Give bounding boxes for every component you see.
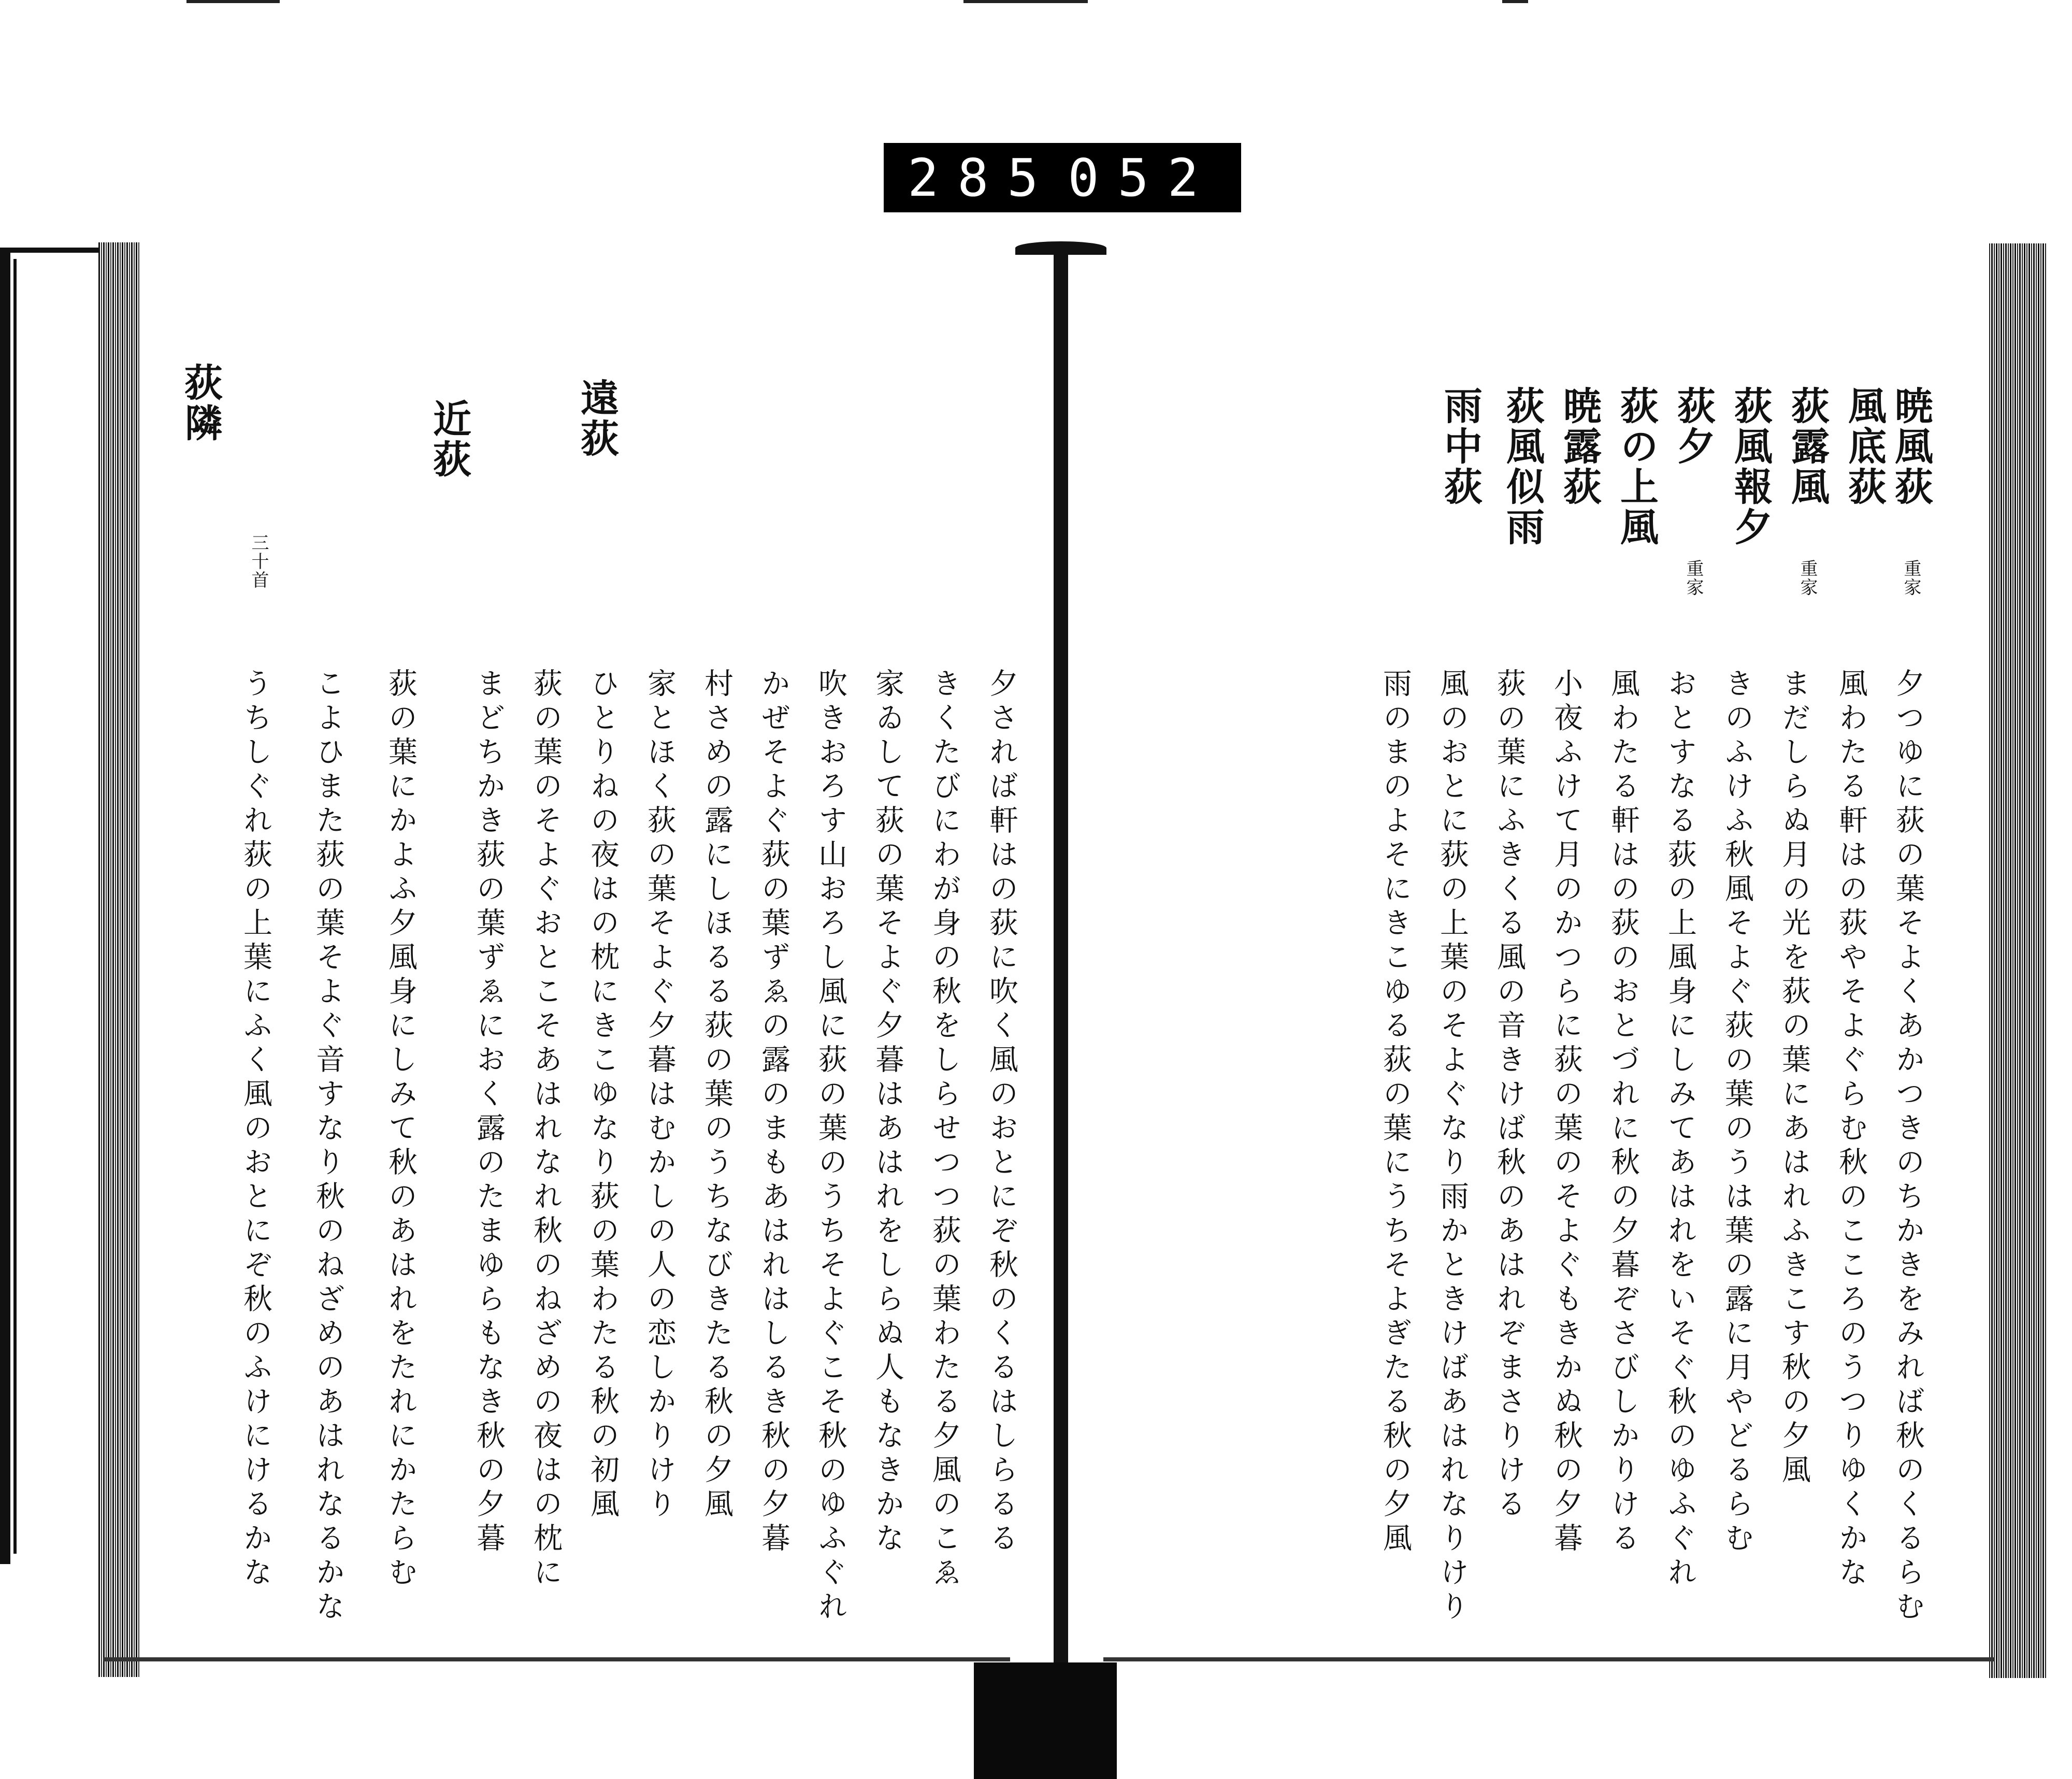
poem-topic-title: 近荻 [427, 399, 471, 480]
page-border [13, 259, 17, 1554]
poem-verse: 荻の葉にかよふ夕風身にしみて秋のあはれをたれにかたらむ [384, 668, 418, 1591]
film-frame-counter [884, 143, 1241, 212]
poem-topic-author: 重家 [1797, 559, 1818, 597]
poem-topic-title: 荻の上風 [1614, 386, 1659, 547]
page-border [0, 249, 10, 1564]
poem-verse: まだしらぬ月の光を荻の葉にあはれふきこす秋の夕風 [1777, 668, 1811, 1488]
poem-verse: おとすなる荻の上風身にしみてあはれをいそぐ秋のゆふぐれ [1663, 668, 1697, 1591]
poem-topic-title: 暁露荻 [1557, 386, 1602, 507]
poem-verse: うちしぐれ荻の上葉にふく風のおとにぞ秋のふけにけるかな [239, 668, 272, 1591]
poem-verse: 夕されば軒はの荻に吹く風のおとにぞ秋のくるはしらるる [985, 668, 1018, 1557]
page-bottom-edge [104, 1657, 1010, 1661]
frame-counter-right: 052 [1068, 147, 1217, 208]
poem-topic-title: 荻隣 [178, 363, 223, 443]
scan-mark [1502, 0, 1528, 3]
poem-topic-author: 重家 [1901, 559, 1921, 597]
poem-topic-title: 荻露風 [1785, 386, 1830, 507]
scan-mark [186, 0, 280, 3]
poem-topic-title: 遠荻 [574, 378, 619, 459]
page-border [0, 248, 104, 253]
poem-verse: きくたびにわが身の秋をしらせつつ荻の葉わたる夕風のこゑ [928, 668, 961, 1591]
book-page-edge-right [1989, 243, 2046, 1678]
poem-verse: 夕つゆに荻の葉そよくあかつきのちかきをみれば秋のくるらむ [1891, 668, 1925, 1625]
poem-verse: 家ゐして荻の葉そよぐ夕暮はあはれをしらぬ人もなきかな [871, 668, 904, 1557]
scan-mark [963, 0, 1088, 3]
scan-edge [0, 0, 2072, 5]
poem-verse: 吹きおろす山おろし風に荻の葉のうちそよぐこそ秋のゆふぐれ [814, 668, 847, 1625]
poem-topic-author: 三十首 [248, 533, 269, 589]
poem-verse: 荻の葉のそよぐおとこそあはれなれ秋のねざめの夜はの枕に [529, 668, 563, 1591]
poem-verse: まどちかき荻の葉ずゑにおく露のたまゆらもなき秋の夕暮 [472, 668, 506, 1557]
poem-topic-title: 雨中荻 [1438, 386, 1483, 507]
poem-verse: 荻の葉にふきくる風の音きけば秋のあはれぞまさりける [1492, 668, 1526, 1523]
binding-gutter-base [974, 1662, 1117, 1779]
poem-verse: ひとりねの夜はの枕にきこゆなり荻の葉わたる秋の初風 [586, 668, 620, 1523]
poem-topic-title: 荻風報夕 [1728, 386, 1773, 547]
poem-topic-title: 荻夕 [1671, 386, 1716, 467]
poem-verse: 風のおとに荻の上葉のそよぐなり雨かときけばあはれなりけり [1435, 668, 1469, 1625]
book-page-edge-left [98, 242, 140, 1677]
poem-verse: 雨のまのよそにきこゆる荻の葉にうちそよぎたる秋の夕風 [1378, 668, 1412, 1557]
poem-topic-title: 荻風似雨 [1500, 386, 1545, 547]
poem-verse: 風わたる軒はの荻のおとづれに秋の夕暮ぞさびしかりける [1606, 668, 1640, 1557]
poem-verse: こよひまた荻の葉そよぐ音すなり秋のねざめのあはれなるかな [311, 668, 345, 1625]
poem-verse: 家とほく荻の葉そよぐ夕暮はむかしの人の恋しかりけり [643, 668, 677, 1523]
poem-topic-author: 重家 [1683, 559, 1704, 597]
poem-verse: きのふけふ秋風そよぐ荻の葉のうは葉の露に月やどるらむ [1720, 668, 1754, 1557]
poem-verse: 村さめの露にしほるる荻の葉のうちなびきたる秋の夕風 [700, 668, 733, 1523]
poem-topic-title: 風底荻 [1842, 386, 1887, 507]
poem-verse: 風わたる軒はの荻やそよぐらむ秋のこころのうつりゆくかな [1834, 668, 1868, 1591]
poem-verse: かぜそよぐ荻の葉ずゑの露のまもあはれはしるき秋の夕暮 [757, 668, 790, 1557]
frame-counter-left: 285 [908, 147, 1057, 208]
binding-gutter [1054, 248, 1068, 1677]
poem-topic-title: 暁風荻 [1889, 386, 1933, 507]
poem-verse: 小夜ふけて月のかつらに荻の葉のそよぐもきかぬ秋の夕暮 [1549, 668, 1583, 1557]
page-bottom-edge [1103, 1657, 1994, 1661]
